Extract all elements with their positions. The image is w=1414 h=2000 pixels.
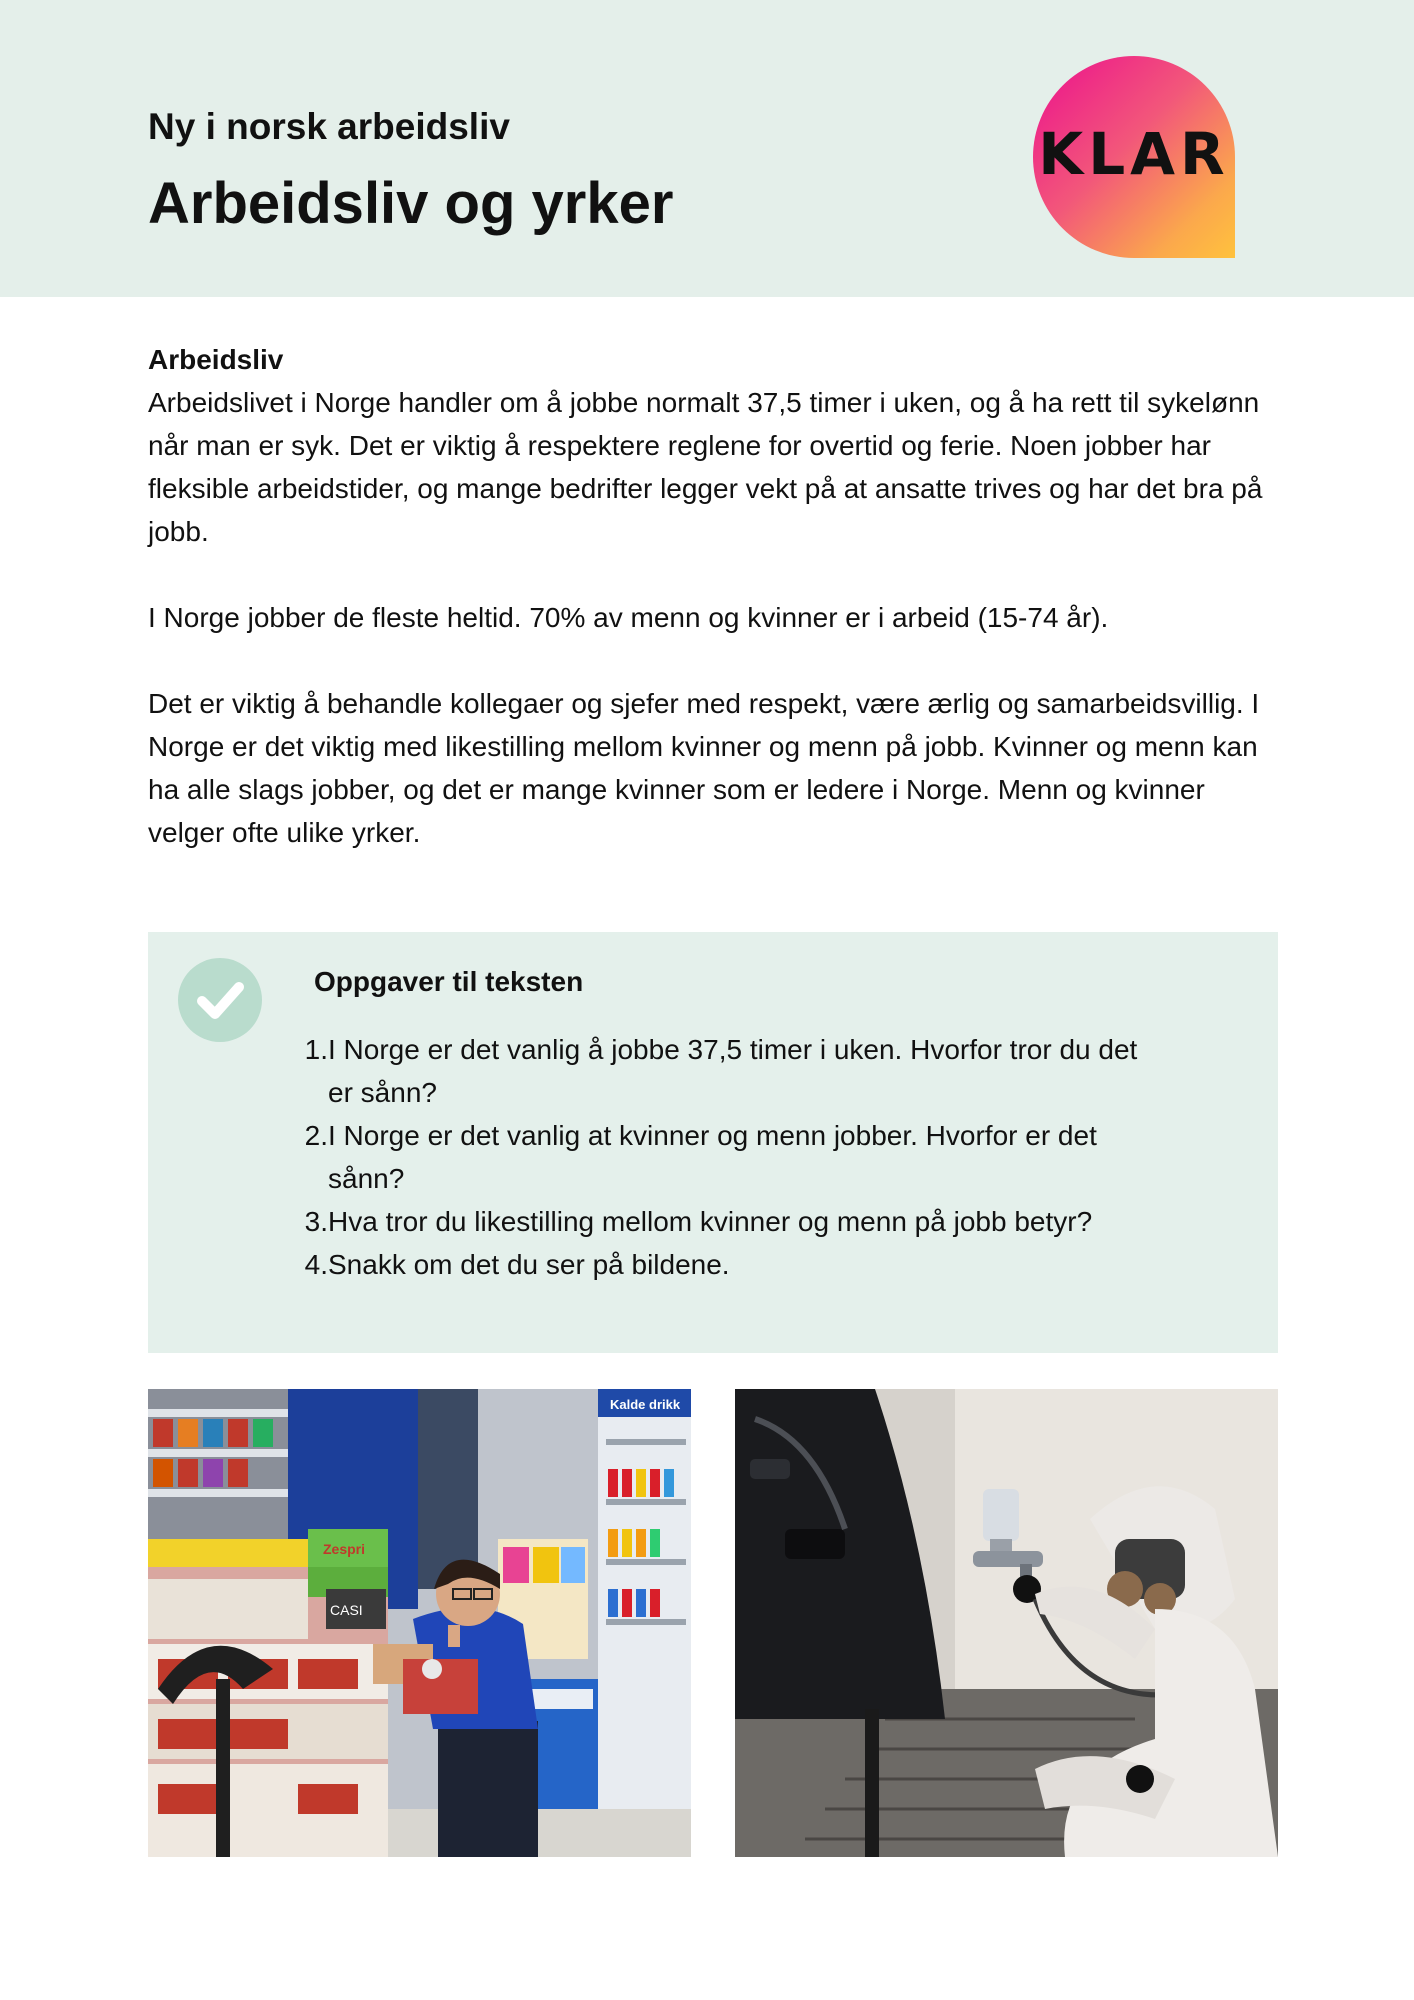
checkmark-icon [178,958,262,1042]
list-item [298,1243,1148,1286]
task-text: Hva tror du likestilling mellom kvinner og menn på jobb betyr? [328,1206,1093,1237]
list-item [298,1200,1148,1243]
list-item [298,1028,1148,1114]
store-worker-photo [148,1389,691,1857]
car-painter-photo [735,1389,1278,1857]
task-number: 1. [304,1034,328,1065]
page-subtitle: Ny i norsk arbeidsliv [148,106,510,147]
task-number: 4. [304,1249,328,1280]
task-list [298,1028,1148,1286]
task-number: 2. [304,1120,328,1151]
section-heading: Arbeidsliv [148,344,284,375]
paragraph-3: Det er viktig å behandle kollegaer og sjefer med respekt, være ærlig og samarbeidsvillig. I Norge er det viktig med likestilling mellom kvinner og menn på jobb. Kvinner og menn kan ha alle slags jobber, og det er mange kvinner som er ledere i Norge. Menn og kvinner velger ofte ulike yrker. [148,688,1260,848]
list-item [298,1114,1148,1200]
logo-text: KLAR [1038,120,1230,188]
tasks-title: Oppgaver til teksten [314,966,584,997]
paragraph-2: I Norge jobber de fleste heltid. 70% av menn og kvinner er i arbeid (15-74 år). [148,602,1109,633]
box-label-zespri: Zespri [323,1541,366,1557]
paragraph-1: Arbeidslivet i Norge handler om å jobbe normalt 37,5 timer i uken, og å ha rett til sykelønn når man er syk. Det er viktig å respektere reglene for overtid og ferie. Noen jobber har fleksible arbeidstider, og mange bedrifter legger vekt på at ansatte trives og har det bra på jobb. [148,387,1263,547]
task-text: I Norge er det vanlig at kvinner og menn jobber. Hvorfor er det sånn? [328,1120,1097,1194]
page-title: Arbeidsliv og yrker [148,171,674,236]
fridge-sign: Kalde drikk [610,1397,681,1412]
box-label-casi: CASI [330,1602,363,1618]
task-text: I Norge er det vanlig å jobbe 37,5 timer i uken. Hvorfor tror du det er sånn? [328,1034,1138,1108]
page-header [0,0,1414,297]
task-text: Snakk om det du ser på bildene. [328,1249,730,1280]
klar-logo [1033,56,1235,258]
article-section [148,338,1278,897]
tasks-box [148,932,1278,1353]
task-number: 3. [304,1206,328,1237]
